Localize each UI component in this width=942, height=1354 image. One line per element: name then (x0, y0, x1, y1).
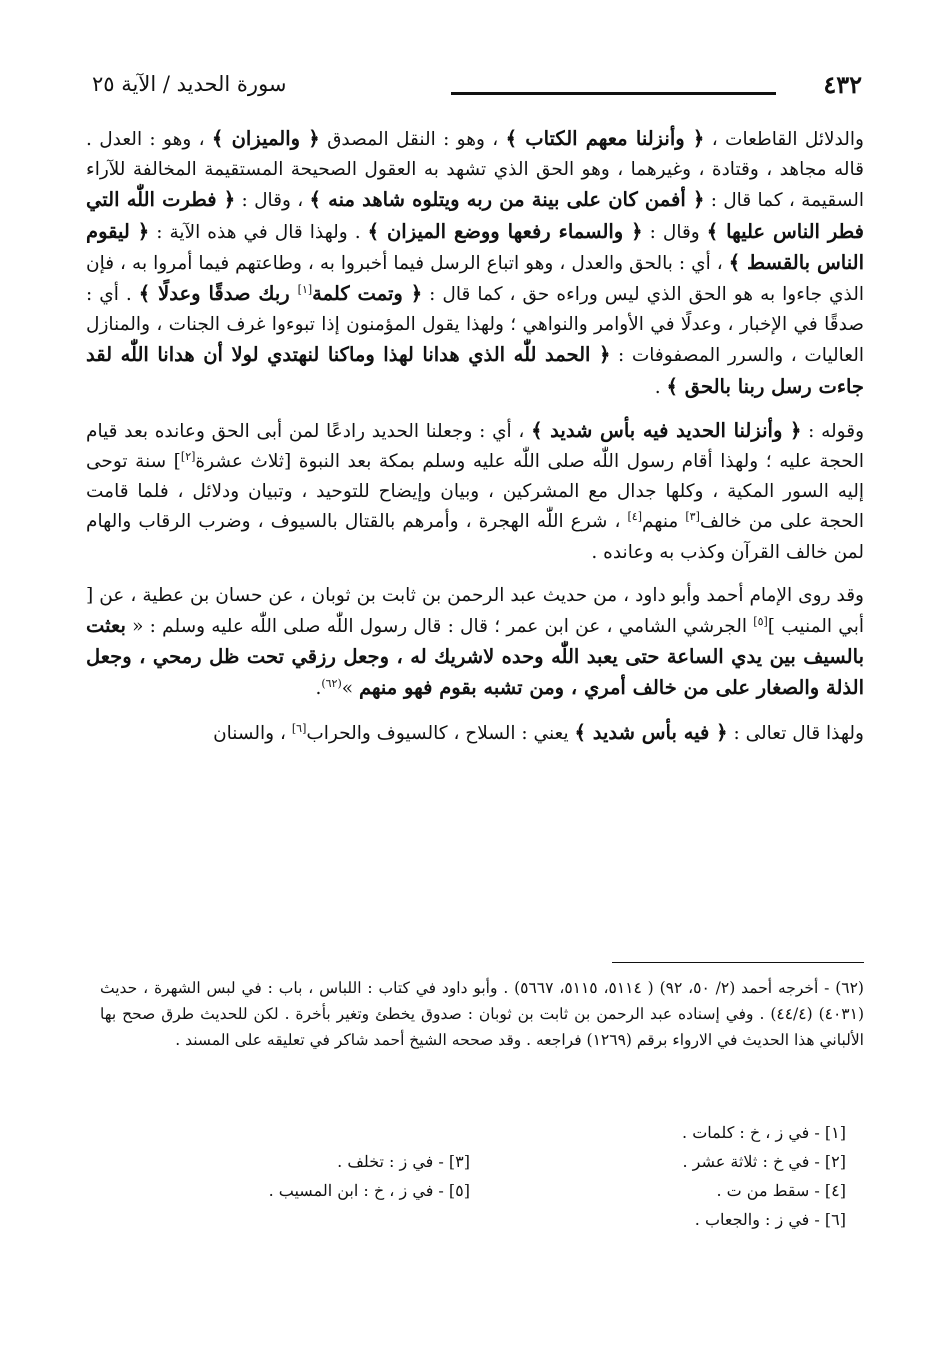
text-run: الجرشي الشامي ، عن ابن عمر ؛ قال : قال رسول اللّٰه صلى اللّٰه عليه وسلم : « (125, 616, 754, 638)
quoted-text: ﴿ ليقوم الناس بالقسط ﴾ (86, 219, 864, 274)
text-run: والدلائل القاطعات ، (704, 129, 864, 150)
text-run: ، أي : وجعلنا الحديد رادعًا لمن أبى الحق وعانده بعد قيام الحجة عليه ؛ ولهذا أقام رسول اللّٰه صلى اللّٰه عليه وسلم بمكة بعد النبوة [ (86, 420, 864, 473)
text-run: . ولهذا قال في هذه الآية : (149, 221, 368, 243)
text-run: ، أي : بالحق والعدل ، وهو اتباع الرسل فيما أخبروا به ، وطاعتهم فيما أمروا به ، فإن الذي جاءوا به هو الحق الذي ليس وراءه حق ، كما قال : (86, 252, 864, 306)
manuscript-variants (190, 1118, 846, 1258)
page-number: ٤٣٢ (823, 70, 862, 99)
note-reference: [٥] (753, 614, 768, 628)
variants-left-column (190, 1118, 470, 1205)
page-header (92, 70, 862, 110)
quoted-text: ﴿ والسماء رفعها ووضع الميزان ﴾ (367, 219, 643, 243)
quoted-text: ﴿ أفمن كان على بينة من ربه ويتلوه شاهد منه ﴾ (309, 188, 705, 212)
paragraph-2 (86, 416, 864, 568)
text-run: . (654, 376, 667, 398)
text-run: . أي : صدقًا في الإخبار ، وعدلًا في الأوامر والنواهي ؛ ولهذا يقول المؤمنون إذا تبوءوا غرف الجنات ، والمنازل العاليات ، والسرر المصفوفات : (86, 284, 864, 367)
note-reference: [٣] (685, 510, 700, 524)
text-run: ] سنة توحى إليه السور المكية ، وكلها جدال مع المشركين ، وبيان وإيضاح للتوحيد ، وتبيان ودلائل ، فلما قامت الحجة على من خالف (86, 451, 864, 533)
quoted-text: بعثت بالسيف بين يدي الساعة حتى يعبد اللّٰه وحده لاشريك له ، وجعل رزقي تحت ظل رمحي ، وجعل الذلة والصغار على من خالف أمري ، ومن تشبه بقوم فهو منهم (86, 614, 864, 700)
footnote-62 (100, 975, 864, 1053)
footnote-text: (٦٢) - أخرجه أحمد (٢/ ٥٠، ٩٢) ( ٥١١٤، ٥١١٥، ٥٦٦٧) . وأبو داود في كتاب : اللباس ، باب : في لبس الشهرة ، حديث (٤٠٣١) (٤٤/٤) . وفي إسناده عبد الرحمن بن ثابت بن ثوبان : صدوق يخطئ وتغير بأخرة . لكن للحديث طرق صحح بها الألباني هذا الحديث في الارواء برقم (١٢٦٩) فراجعه . وقد صححه الشيخ أحمد شاكر في تعليقه على المسند . (100, 979, 865, 1049)
quoted-text: ﴿ فيه بأس شديد ﴾ (574, 720, 728, 744)
footnote-divider (612, 962, 864, 963)
variant-note-6: [٦] - في ز : والجعاب . (694, 1210, 846, 1229)
quoted-text: ﴿ فطرت اللّٰه التي فطر الناس عليها ﴾ (86, 188, 864, 243)
variant-note-4: [٤] - سقط من ت . (716, 1181, 846, 1200)
quoted-text: ﴿ وتمت كلمة (312, 282, 423, 306)
paragraph-3 (86, 581, 864, 705)
text-run: ، وهو : النقل المصدق (319, 129, 506, 150)
variant-note-2: [٢] - في خ : ثلاثة عشر . (682, 1152, 846, 1171)
text-run: وقوله : (801, 420, 864, 442)
variant-note-5: [٥] - في ز ، خ : ابن المسيب . (268, 1181, 470, 1200)
note-reference: [٦] (291, 721, 307, 735)
note-reference: [٤] (627, 510, 642, 524)
text-run: » (341, 678, 359, 700)
text-run: ولهذا قال تعالى : (727, 722, 864, 744)
text-run: ، شرع اللّٰه الهجرة ، وأمرهم بالقتال بالسيوف ، وضرب الرقاب والهام لمن خالف القرآن وكذب به وعانده . (86, 511, 864, 563)
text-run: . (315, 678, 322, 700)
quoted-text: ﴿ وأنزلنا معهم الكتاب ﴾ (505, 127, 705, 150)
quoted-text: ربك صدقًا وعدلًا ﴾ (138, 282, 298, 306)
running-title: سورة الحديد / الآية ٢٥ (92, 72, 287, 96)
text-run: ، وهو : العدل . قاله مجاهد ، وقتادة ، وغيرهما ، وهو الحق الذي تشهد به العقول الصحيحة المستقيمة المخالفة للآراء السقيمة ، كما قال : (86, 129, 864, 212)
paragraph-1 (86, 124, 864, 403)
text-run: وقال : (642, 221, 707, 243)
text-run: وقد روى الإمام أحمد وأبو داود ، من حديث عبد الرحمن بن ثابت بن ثوبان ، عن حسان بن عطية ، عن [ أبي المنيب ] (86, 584, 864, 638)
quoted-text: ﴿ وأنزلنا الحديد فيه بأس شديد ﴾ (531, 418, 802, 442)
note-reference: (٦٢) (321, 677, 342, 691)
quoted-text: ﴿ والميزان ﴾ (211, 127, 320, 150)
text-run: ، وقال : (235, 190, 310, 212)
main-text (86, 124, 864, 749)
text-run: يعني : السلاح ، كالسيوف والحراب (306, 722, 575, 744)
variant-note-1: [١] - في ز ، خ : كلمات . (682, 1123, 846, 1142)
note-reference: [١] (297, 282, 313, 296)
variants-right-column (516, 1118, 846, 1234)
text-run: منهم (641, 511, 686, 533)
text-run: ثلاث عشرة (195, 451, 285, 473)
quoted-text: ﴿ الحمد للّٰه الذي هدانا لهذا وماكنا لنهتدي لولا أن هدانا اللّٰه لقد جاءت رسل ربنا بالحق ﴾ (86, 343, 864, 398)
variant-note-3: [٣] - في ز : تخلف . (337, 1152, 470, 1171)
text-run: ، والسنان (213, 722, 292, 744)
note-reference: [٢] (180, 449, 196, 463)
paragraph-4 (86, 718, 864, 749)
header-rule (451, 92, 776, 95)
